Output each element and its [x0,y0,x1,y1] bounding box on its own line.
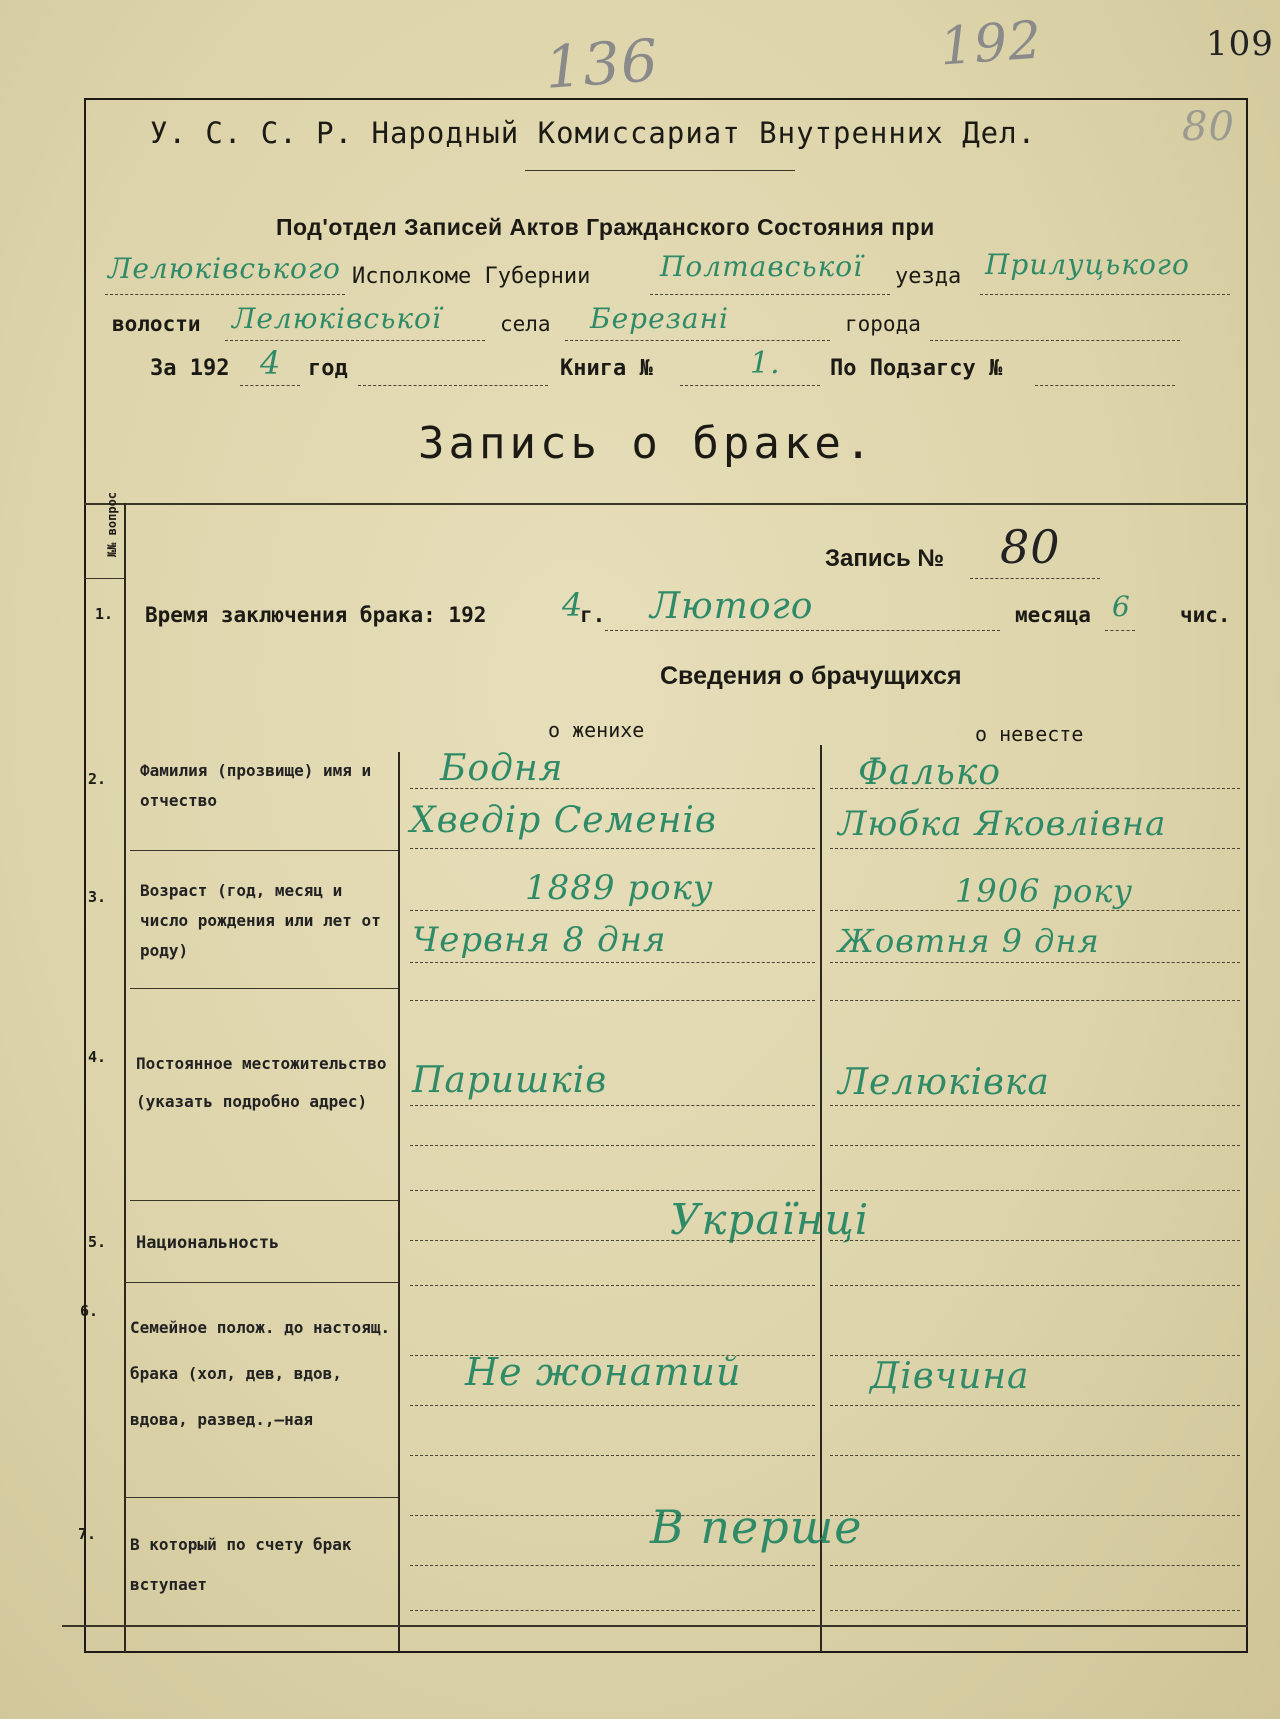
uezd-line [980,294,1230,295]
row5-label-rule [125,1282,398,1283]
selo-value: Березані [590,302,730,335]
row4-groom-line3 [410,1190,815,1191]
volost-line [225,340,485,341]
row6-groom-line1 [410,1355,815,1356]
q1-month-line [605,630,1000,631]
row6-groom-line3 [410,1455,815,1456]
row3-bride-line1 [830,910,1240,911]
row7-label: В который по счету брак вступает [130,1535,352,1594]
row3-groom-line2 [410,962,815,963]
year-blank-line [358,385,548,386]
row6-bride-line1 [830,1355,1240,1356]
row2-groom-surname: Бодня [440,748,564,789]
row3-groom-line3 [410,1000,815,1001]
book-value: 1. [750,346,781,381]
book-label: Книга № [560,356,653,381]
sheet-number: 192 [938,10,1045,78]
uezd-value: Прилуцького [985,248,1190,281]
q1-g: г. [580,603,606,627]
row2-bride-line1 [830,788,1240,789]
section-title: Сведения о брачущихся [660,662,962,690]
row3-label: Возраст (год, месяц и число рождения или лет от роду) [140,881,381,960]
row4-groom-place: Паришків [412,1060,608,1101]
row7-bride-line1 [830,1515,1240,1516]
year-line [240,385,300,386]
row7-number: 7. [78,1525,97,1543]
row4-label: Постоянное местожительство (указать подробно адрес) [136,1054,387,1111]
guberniya-value: Полтавської [660,250,864,283]
row2-bride-name: Любка Яковлівна [838,804,1167,844]
row2-groom-name: Хведір Семенів [410,800,717,841]
row7-groom-line3 [410,1610,815,1611]
row6-label: Семейное полож. до настоящ. брака (хол, дев, вдов, вдова, развед.,—ная [130,1318,391,1429]
table-bottom-rule [62,1625,1248,1627]
row3-groom-date: Червня 8 дня [412,920,667,960]
podzags-line [1035,385,1175,386]
row5-groom-line [410,1240,815,1241]
year-label: За 192 [150,356,230,381]
header-rule [525,170,795,171]
year-value: 4 [260,344,282,382]
label-column-rule [398,752,400,1652]
archive-number: 136 [542,26,661,102]
podzags-label: По Подзагсу № [830,356,1003,381]
row7-bride-line2 [830,1565,1240,1566]
row5-label: Национальность [136,1233,280,1253]
row4-number: 4. [88,1048,107,1066]
row6-number: 6. [80,1302,99,1320]
table-top-rule [84,503,1248,505]
subdepartment-title: Под'отдел Записей Актов Гражданского Состояния при [276,214,935,240]
q1-number: 1. [95,605,114,623]
row4-bride-place: Лелюківка [838,1062,1050,1103]
volost-value: Лелюківської [232,302,442,335]
q1-month: Лютого [650,586,814,627]
gorod-line [930,340,1180,341]
row5-nationality: Українці [670,1195,870,1244]
ispolkom-line [105,294,345,295]
selo-line [565,340,830,341]
record-line [970,578,1100,579]
number-column-header: №№ вопрос [105,491,119,557]
row3-groom-year: 1889 року [525,868,714,908]
row2-label: Фамилия (прозвище) имя и отчество [140,761,372,810]
row7-groom-line1 [410,1515,815,1516]
number-header-rule [84,578,124,579]
number-column-rule [124,503,126,1653]
gorod-label: города [845,312,921,336]
year-suffix: год [308,356,348,381]
q1-day-label: чис. [1180,603,1231,627]
document-title: Запись о браке. [418,418,876,469]
row3-bride-date: Жовтня 9 дня [838,922,1100,960]
row7-bride-line3 [830,1610,1240,1611]
row3-bride-line3 [830,1000,1240,1001]
row6-bride-line3 [830,1455,1240,1456]
q1-month-label: месяца [1015,603,1091,627]
row4-groom-line1 [410,1105,815,1106]
ispolkom-label: Исполкоме Губернии [352,264,591,289]
row6-bride-status: Дівчина [870,1356,1030,1397]
row3-bride-line2 [830,962,1240,963]
row2-groom-line1 [410,788,815,789]
row6-label-rule [125,1497,398,1498]
uezd-label: уезда [895,264,962,289]
ispolkom-value: Лелюківського [108,252,341,285]
row3-number: 3. [88,888,107,906]
guberniya-line [650,294,890,295]
row4-bride-line2 [830,1145,1240,1146]
row4-bride-line1 [830,1105,1240,1106]
row2-groom-line2 [410,848,815,849]
q1-day: 6 [1112,590,1131,623]
bride-column-header: о невесте [975,722,1084,746]
row3-bride-year: 1906 року [955,872,1134,910]
selo-label: села [500,312,551,336]
q1-label: Время заключения брака: 192 [145,603,487,627]
margin-mark: 80 [1182,104,1235,150]
row3-groom-line1 [410,910,815,911]
row5-number: 5. [88,1233,107,1251]
volost-label: волости [112,312,201,336]
row2-bride-surname: Фалько [858,752,1002,793]
row5-bride-line2 [830,1285,1240,1286]
ministry-title: У. С. С. Р. Народный Комиссариат Внутренних Дел. [150,116,1037,150]
corner-number: 109 [1206,24,1274,64]
row3-label-rule [130,988,398,989]
row5-groom-line2 [410,1285,815,1286]
groom-column-header: о женихе [548,718,645,742]
book-line [680,385,820,386]
record-number: 80 [1000,520,1061,574]
row7-marriage-count: В перше [650,1500,863,1554]
q1-day-line [1105,630,1135,631]
row6-groom-line2 [410,1405,815,1406]
row4-groom-line2 [410,1145,815,1146]
row7-groom-line2 [410,1565,815,1566]
record-label: Запись № [825,545,945,572]
row6-bride-line2 [830,1405,1240,1406]
row4-bride-line3 [830,1190,1240,1191]
q1-year-digit: 4 [562,586,584,624]
row2-label-rule [130,850,398,851]
row4-label-rule [130,1200,398,1201]
row2-number: 2. [88,770,107,788]
row2-bride-line2 [830,848,1240,849]
row5-bride-line [830,1240,1240,1241]
row6-groom-status: Не жонатий [465,1350,742,1394]
